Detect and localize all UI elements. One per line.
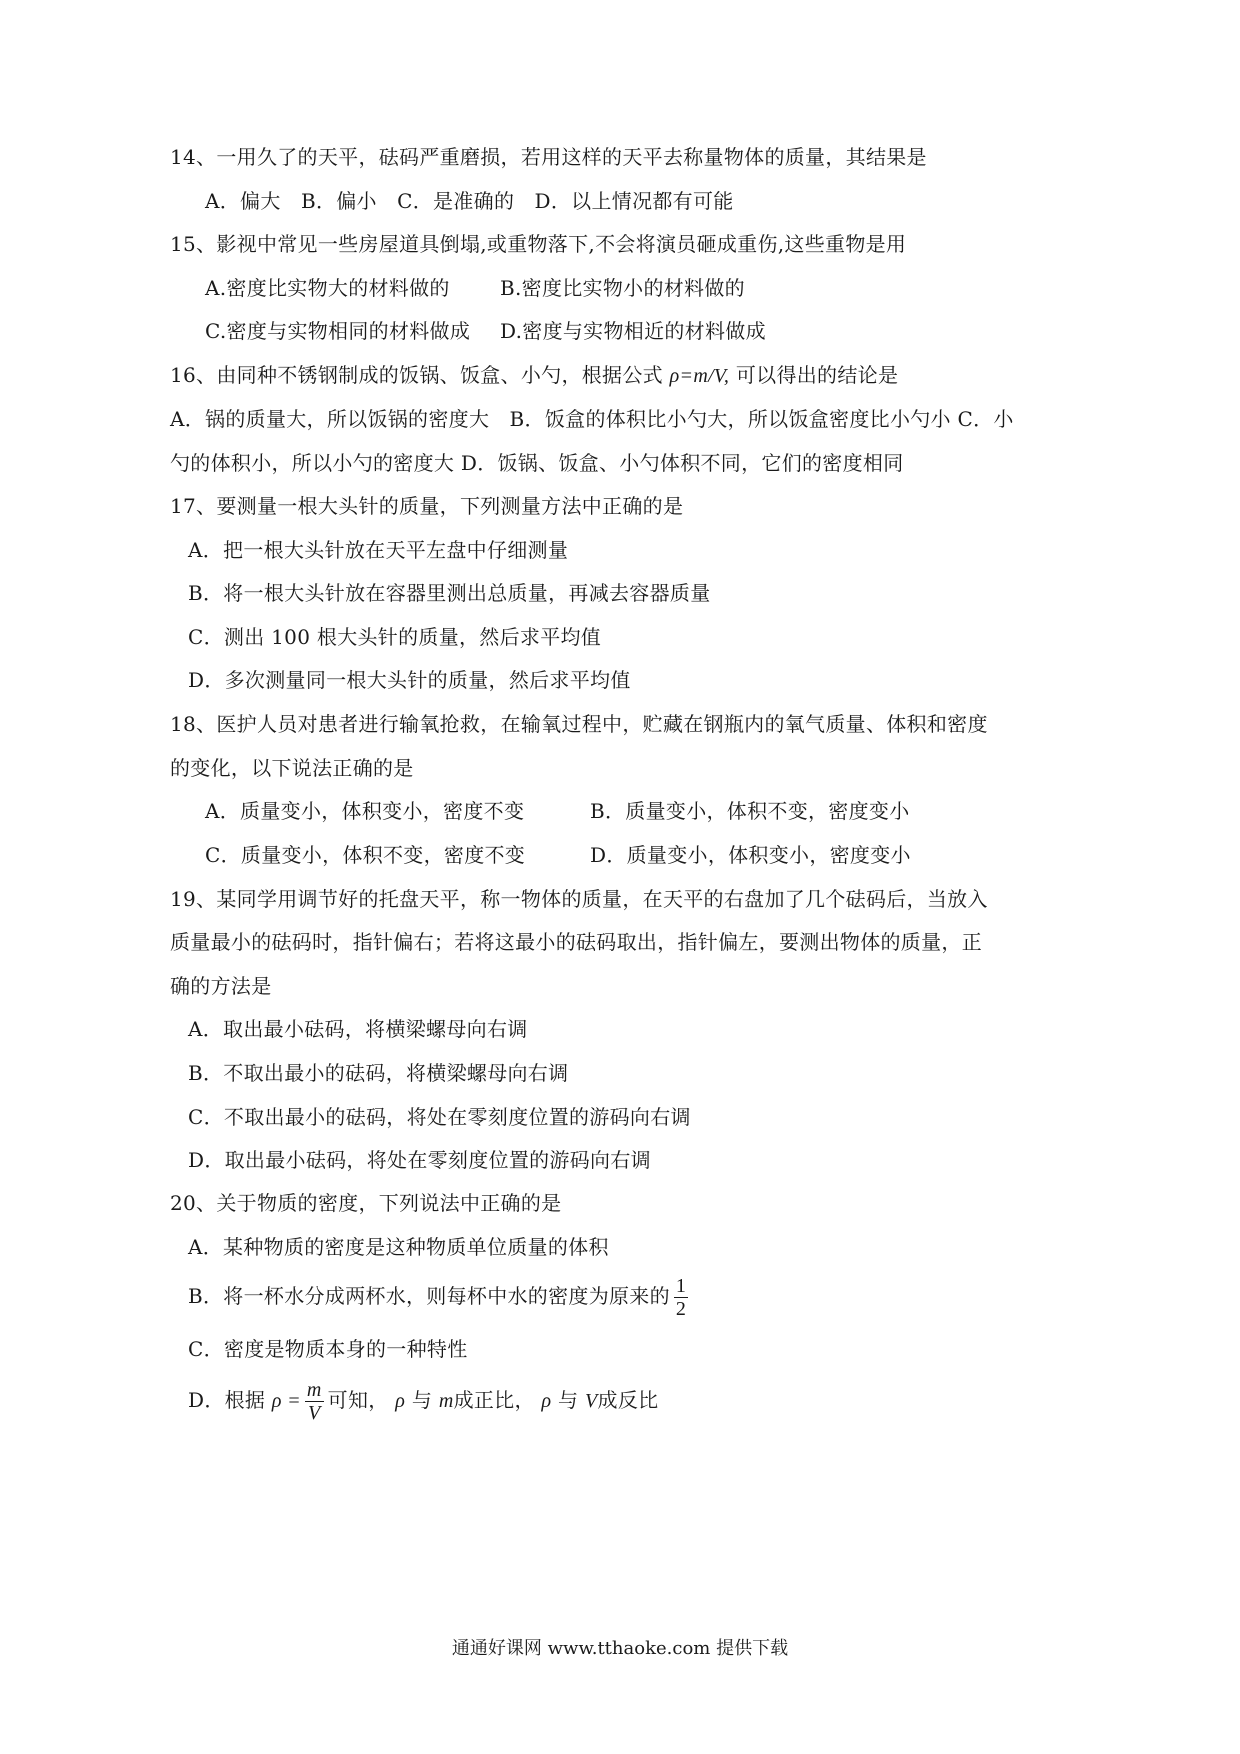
q18-option-a: A．质量变小，体积变小，密度不变 xyxy=(205,799,525,823)
q20-option-d-prefix: D．根据 xyxy=(188,1388,266,1412)
q14-options: A．偏大 B．偏小 C．是准确的 D．以上情况都有可能 xyxy=(205,189,734,213)
q20-option-a: A．某种物质的密度是这种物质单位质量的体积 xyxy=(188,1235,609,1259)
q18-option-b: B．质量变小，体积不变，密度变小 xyxy=(590,799,910,823)
q15-option-b: B.密度比实物小的材料做的 xyxy=(500,276,745,300)
q20-stem: 20、关于物质的密度，下列说法中正确的是 xyxy=(170,1191,562,1215)
q18-stem-line-2: 的变化，以下说法正确的是 xyxy=(170,756,414,780)
q17-stem: 17、要测量一根大头针的质量，下列测量方法中正确的是 xyxy=(170,494,684,518)
q15-stem: 15、影视中常见一些房屋道具倒塌,或重物落下,不会将演员砸成重伤,这些重物是用 xyxy=(170,232,907,256)
q19-stem-line-3: 确的方法是 xyxy=(170,974,272,998)
q17-option-c: C．测出 100 根大头针的质量，然后求平均值 xyxy=(188,625,602,649)
q19-stem-line-1: 19、某同学用调节好的托盘天平，称一物体的质量，在天平的右盘加了几个砝码后，当放入 xyxy=(170,887,988,911)
q20-option-d-text-3: 成正比， xyxy=(453,1388,535,1412)
rho-symbol: ρ = xyxy=(271,1390,301,1412)
q20-option-c: C．密度是物质本身的一种特性 xyxy=(188,1337,468,1361)
q20-option-d-text-1: 可知， xyxy=(327,1388,389,1412)
q20-option-d-text-4: 与 xyxy=(558,1388,579,1412)
q18-option-c: C．质量变小，体积不变，密度不变 xyxy=(205,843,526,867)
q16-stem xyxy=(170,362,898,389)
q20-option-b xyxy=(188,1272,692,1320)
rho-symbol: ρ xyxy=(395,1390,406,1412)
q19-stem-line-2: 质量最小的砝码时，指针偏右；若将这最小的砝码取出，指针偏左，要测出物体的质量，正 xyxy=(170,930,982,954)
q18-stem-line-1: 18、医护人员对患者进行输氧抢救，在输氧过程中，贮藏在钢瓶内的氧气质量、体积和密度 xyxy=(170,712,988,736)
q18-option-d: D．质量变小，体积变小，密度变小 xyxy=(590,843,911,867)
q16-options-line-1: A．锅的质量大，所以饭锅的密度大 B．饭盒的体积比小勺大，所以饭盒密度比小勺小 C．小 xyxy=(170,407,1014,431)
q14-stem: 14、一用久了的天平，砝码严重磨损，若用这样的天平去称量物体的质量，其结果是 xyxy=(170,145,927,169)
q20-option-b-text: B．将一杯水分成两杯水，则每杯中水的密度为原来的 xyxy=(188,1284,670,1308)
q20-option-d-text-2: 与 xyxy=(411,1388,433,1412)
q20-option-d xyxy=(188,1374,658,1427)
page-footer: 通通好课网 www.tthaoke.com 提供下载 xyxy=(451,1638,789,1659)
fraction-one-half xyxy=(674,1275,688,1320)
fraction-denominator: V xyxy=(308,1402,321,1424)
q16-formula: ρ=m/V, xyxy=(669,365,730,387)
q19-option-d: D．取出最小砝码，将处在零刻度位置的游码向右调 xyxy=(188,1148,651,1172)
q19-option-b: B．不取出最小的砝码，将横梁螺母向右调 xyxy=(188,1061,569,1085)
q16-stem-before: 16、由同种不锈钢制成的饭锅、饭盒、小勺，根据公式 xyxy=(170,363,663,387)
fraction-m-over-v xyxy=(305,1379,324,1424)
q17-option-a: A．把一根大头针放在天平左盘中仔细测量 xyxy=(188,538,569,562)
fraction-numerator: 1 xyxy=(675,1275,687,1297)
q20-option-d-text-5: 成反比 xyxy=(597,1388,659,1412)
q16-options-line-2: 勺的体积小，所以小勺的密度大 D．饭锅、饭盒、小勺体积不同，它们的密度相同 xyxy=(170,451,904,475)
mass-symbol: m xyxy=(438,1390,454,1412)
q17-option-b: B．将一根大头针放在容器里测出总质量，再减去容器质量 xyxy=(188,581,711,605)
q19-option-c: C．不取出最小的砝码，将处在零刻度位置的游码向右调 xyxy=(188,1105,691,1129)
fraction-numerator: m xyxy=(306,1379,322,1401)
q15-option-d: D.密度与实物相近的材料做成 xyxy=(500,319,766,343)
q16-stem-after: 可以得出的结论是 xyxy=(735,363,899,387)
q15-option-c: C.密度与实物相同的材料做成 xyxy=(205,319,471,343)
q15-option-a: A.密度比实物大的材料做的 xyxy=(205,276,450,300)
volume-symbol: V xyxy=(585,1390,598,1412)
fraction-denominator: 2 xyxy=(675,1298,687,1320)
q19-option-a: A．取出最小砝码，将横梁螺母向右调 xyxy=(188,1017,528,1041)
q17-option-d: D．多次测量同一根大头针的质量，然后求平均值 xyxy=(188,668,631,692)
rho-symbol: ρ xyxy=(541,1390,552,1412)
